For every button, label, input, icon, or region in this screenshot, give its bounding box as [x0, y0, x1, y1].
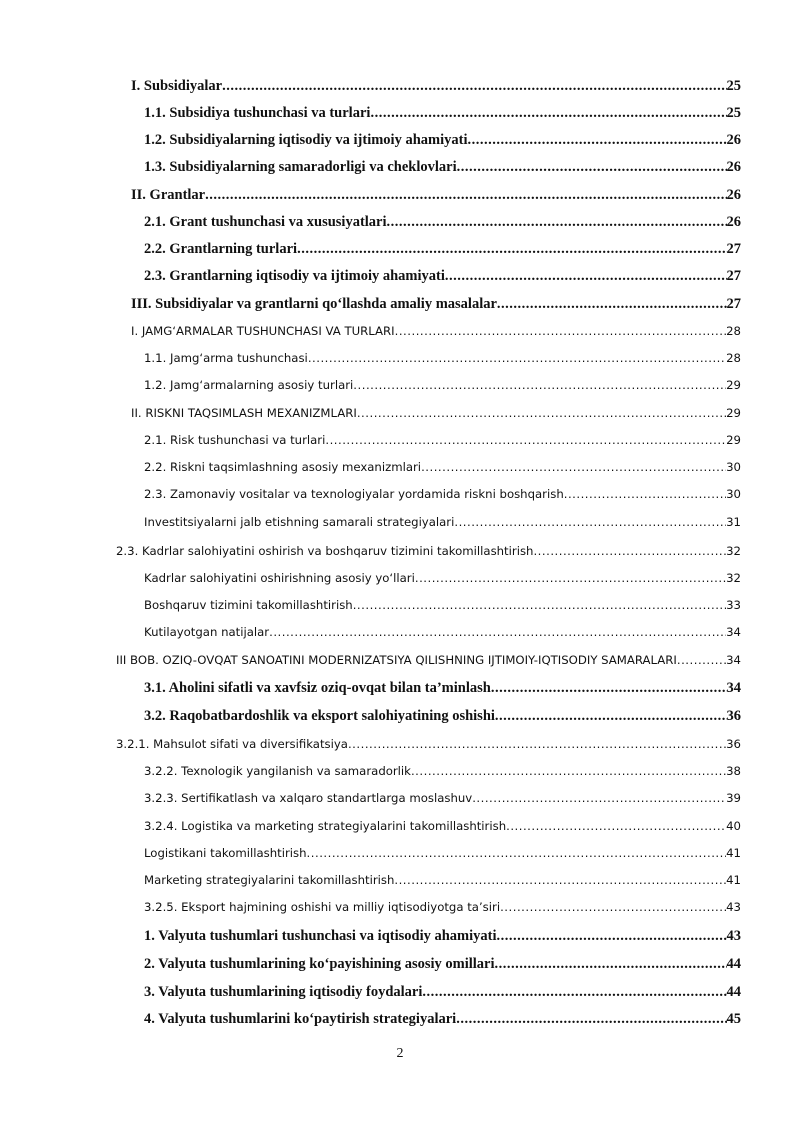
dot-leader — [348, 734, 726, 754]
dot-leader — [491, 678, 727, 698]
toc-entry-title: 1.1. Subsidiya tushunchasi va turlari — [144, 105, 371, 121]
toc-entry — [131, 185, 741, 205]
toc-entry-page: 30 — [726, 460, 741, 474]
dot-leader — [445, 266, 727, 286]
dot-leader — [205, 185, 726, 205]
dot-leader — [394, 870, 726, 890]
toc-entry-page: 39 — [726, 791, 741, 805]
toc-entry — [144, 897, 741, 917]
toc-entry — [144, 678, 741, 698]
toc-entry-page: 27 — [726, 268, 741, 284]
toc-entry-page: 38 — [726, 764, 741, 778]
toc-entry-page: 36 — [726, 708, 741, 724]
dot-leader — [472, 788, 726, 808]
toc-entry-page: 29 — [726, 406, 741, 420]
toc-entry-title: 1.3. Subsidiyalarning samaradorligi va cheklovlari — [144, 159, 457, 175]
toc-entry — [116, 650, 741, 670]
toc-entry-title: I. Subsidiyalar — [131, 78, 223, 94]
toc-entry — [144, 103, 741, 123]
page-number: 2 — [396, 1046, 404, 1061]
toc-entry — [144, 512, 741, 532]
toc-entry-title: 3.1. Aholini sifatli va xavfsiz oziq-ovqat bilan ta’minlash — [144, 680, 491, 696]
dot-leader — [422, 982, 726, 1002]
dot-leader — [325, 430, 726, 450]
toc-entry — [144, 348, 741, 368]
dot-leader — [411, 761, 726, 781]
toc-entry-page: 28 — [726, 324, 741, 338]
toc-entry — [131, 321, 741, 341]
dot-leader — [456, 1009, 726, 1029]
toc-entry — [144, 484, 741, 504]
toc-entry-title: 2.3. Grantlarning iqtisodiy va ijtimoiy ahamiyati — [144, 268, 445, 284]
toc-entry-title: 1.2. Subsidiyalarning iqtisodiy va ijtimoiy ahamiyati — [144, 132, 468, 148]
toc-entry-page: 44 — [726, 956, 741, 972]
toc-entry-page: 34 — [726, 653, 741, 667]
dot-leader — [353, 595, 726, 615]
toc-entry-title: III BOB. OZIQ-OVQAT SANOATINI MODERNIZATSIYA QILISHNING IJTIMOIY-IQTISODIY SAMARALARI — [116, 653, 677, 667]
toc-entry — [144, 375, 741, 395]
toc-entry-page: 43 — [726, 928, 741, 944]
toc-entry — [144, 843, 741, 863]
toc-entry — [116, 734, 741, 754]
toc-entry — [144, 239, 741, 259]
toc-entry-page: 26 — [726, 159, 741, 175]
toc-entry-title: 2.1. Grant tushunchasi va xususiyatlari — [144, 214, 387, 230]
toc-entry-title: 4. Valyuta tushumlarini ko‘paytirish strategiyalari — [144, 1011, 457, 1027]
toc-entry — [144, 761, 741, 781]
toc-entry-title: 3.2. Raqobatbardoshlik va eksport salohiyatining oshishi — [144, 708, 495, 724]
dot-leader — [468, 130, 727, 150]
toc-entry-title: 2.2. Grantlarning turlari — [144, 241, 298, 257]
toc-entry — [144, 157, 741, 177]
toc-entry-page: 27 — [726, 296, 741, 312]
dot-leader — [533, 541, 726, 561]
toc-entry-page: 34 — [726, 625, 741, 639]
toc-entry — [144, 622, 741, 642]
toc-entry-page: 25 — [726, 78, 741, 94]
dot-leader — [506, 816, 726, 836]
toc-entry-page: 29 — [726, 433, 741, 447]
toc-entry-title: 1.2. Jamg‘armalarning asosiy turlari — [144, 378, 354, 392]
toc-entry-title: II. Grantlar — [131, 187, 206, 203]
toc-entry — [144, 212, 741, 232]
toc-entry — [144, 266, 741, 286]
dot-leader — [497, 294, 727, 314]
toc-entry-title: 3. Valyuta tushumlarining iqtisodiy foydalari — [144, 984, 423, 1000]
toc-entry — [144, 982, 741, 1002]
dot-leader — [387, 212, 727, 232]
toc-entry-title: 2.3. Kadrlar salohiyatini oshirish va boshqaruv tizimini takomillashtirish — [116, 544, 534, 558]
toc-entry-page: 31 — [726, 515, 741, 529]
toc-entry — [144, 816, 741, 836]
toc-entry-page: 43 — [726, 900, 741, 914]
toc-entry-title: 3.2.2. Texnologik yangilanish va samaradorlik — [144, 764, 411, 778]
toc-entry-page: 30 — [726, 487, 741, 501]
toc-entry-title: 1.1. Jamg‘arma tushunchasi — [144, 351, 308, 365]
dot-leader — [357, 403, 726, 423]
dot-leader — [457, 157, 727, 177]
toc-entry — [144, 788, 741, 808]
toc-entry-title: 2. Valyuta tushumlarining ko‘payishining asosiy omillari — [144, 956, 495, 972]
toc-entry-title: Investitsiyalarni jalb etishning samarali strategiyalari — [144, 515, 455, 529]
toc-entry — [144, 130, 741, 150]
toc-entry-page: 44 — [726, 984, 741, 1000]
toc-entry-page: 27 — [726, 241, 741, 257]
dot-leader — [495, 954, 727, 974]
toc-entry — [116, 541, 741, 561]
toc-entry-title: III. Subsidiyalar va grantlarni qo‘llashda amaliy masalalar — [131, 296, 497, 312]
dot-leader — [454, 512, 726, 532]
toc-entry — [144, 568, 741, 588]
toc-entry-title: 2.3. Zamonaviy vositalar va texnologiyalar yordamida riskni boshqarish — [144, 487, 564, 501]
toc-entry — [144, 1009, 741, 1029]
toc-entry-page: 26 — [726, 132, 741, 148]
toc-entry-title: 2.1. Risk tushunchasi va turlari — [144, 433, 326, 447]
dot-leader — [415, 568, 726, 588]
toc-entry-title: Kutilayotgan natijalar — [144, 625, 270, 639]
toc-entry — [144, 595, 741, 615]
toc-entry-title: Logistikani takomillashtirish — [144, 846, 307, 860]
dot-leader — [308, 348, 726, 368]
toc-entry — [144, 926, 741, 946]
dot-leader — [370, 103, 726, 123]
toc-entry-page: 32 — [726, 544, 741, 558]
toc-entry-page: 34 — [726, 680, 741, 696]
toc-entry-page: 26 — [726, 214, 741, 230]
toc-entry-title: II. RISKNI TAQSIMLASH MEXANIZMLARI — [131, 406, 357, 420]
toc-entry-title: 1. Valyuta tushumlari tushunchasi va iqtisodiy ahamiyati — [144, 928, 497, 944]
toc-entry — [131, 294, 741, 314]
dot-leader — [495, 706, 727, 726]
dot-leader — [677, 650, 726, 670]
toc-entry-title: 3.2.3. Sertifikatlash va xalqaro standartlarga moslashuv — [144, 791, 473, 805]
toc-entry — [144, 954, 741, 974]
toc-entry-page: 28 — [726, 351, 741, 365]
toc-entry-title: Marketing strategiyalarini takomillashtirish — [144, 873, 395, 887]
toc-entry-page: 29 — [726, 378, 741, 392]
toc-entry — [144, 706, 741, 726]
dot-leader — [497, 926, 727, 946]
toc-entry — [144, 430, 741, 450]
dot-leader — [269, 622, 726, 642]
dot-leader — [297, 239, 726, 259]
toc-entry-page: 41 — [726, 873, 741, 887]
toc-entry-title: 2.2. Riskni taqsimlashning asosiy mexanizmlari — [144, 460, 422, 474]
toc-entry-title: I. JAMG‘ARMALAR TUSHUNCHASI VA TURLARI — [131, 324, 395, 338]
dot-leader — [395, 321, 727, 341]
toc-entry-page: 33 — [726, 598, 741, 612]
toc-entry — [144, 870, 741, 890]
toc-entry-title: 3.2.5. Eksport hajmining oshishi va milliy iqtisodiyotga ta’siri — [144, 900, 501, 914]
dot-leader — [500, 897, 726, 917]
toc-entry-title: 3.2.1. Mahsulot sifati va diversifikatsiya — [116, 737, 348, 751]
dot-leader — [353, 375, 726, 395]
toc-entry — [131, 403, 741, 423]
toc-entry-page: 32 — [726, 571, 741, 585]
dot-leader — [222, 76, 726, 96]
toc-entry-title: Kadrlar salohiyatini oshirishning asosiy yo‘llari — [144, 571, 415, 585]
dot-leader — [564, 484, 726, 504]
toc-entry-title: 3.2.4. Logistika va marketing strategiyalarini takomillashtirish — [144, 819, 507, 833]
toc-entry — [144, 457, 741, 477]
toc-entry-page: 41 — [726, 846, 741, 860]
toc-entry-page: 45 — [726, 1011, 741, 1027]
toc-entry-page: 40 — [726, 819, 741, 833]
toc-entry-page: 36 — [726, 737, 741, 751]
dot-leader — [421, 457, 726, 477]
toc-entry-page: 26 — [726, 187, 741, 203]
toc-entry-page: 25 — [726, 105, 741, 121]
dot-leader — [307, 843, 727, 863]
toc-entry-title: Boshqaruv tizimini takomillashtirish — [144, 598, 353, 612]
toc-entry — [131, 76, 741, 96]
